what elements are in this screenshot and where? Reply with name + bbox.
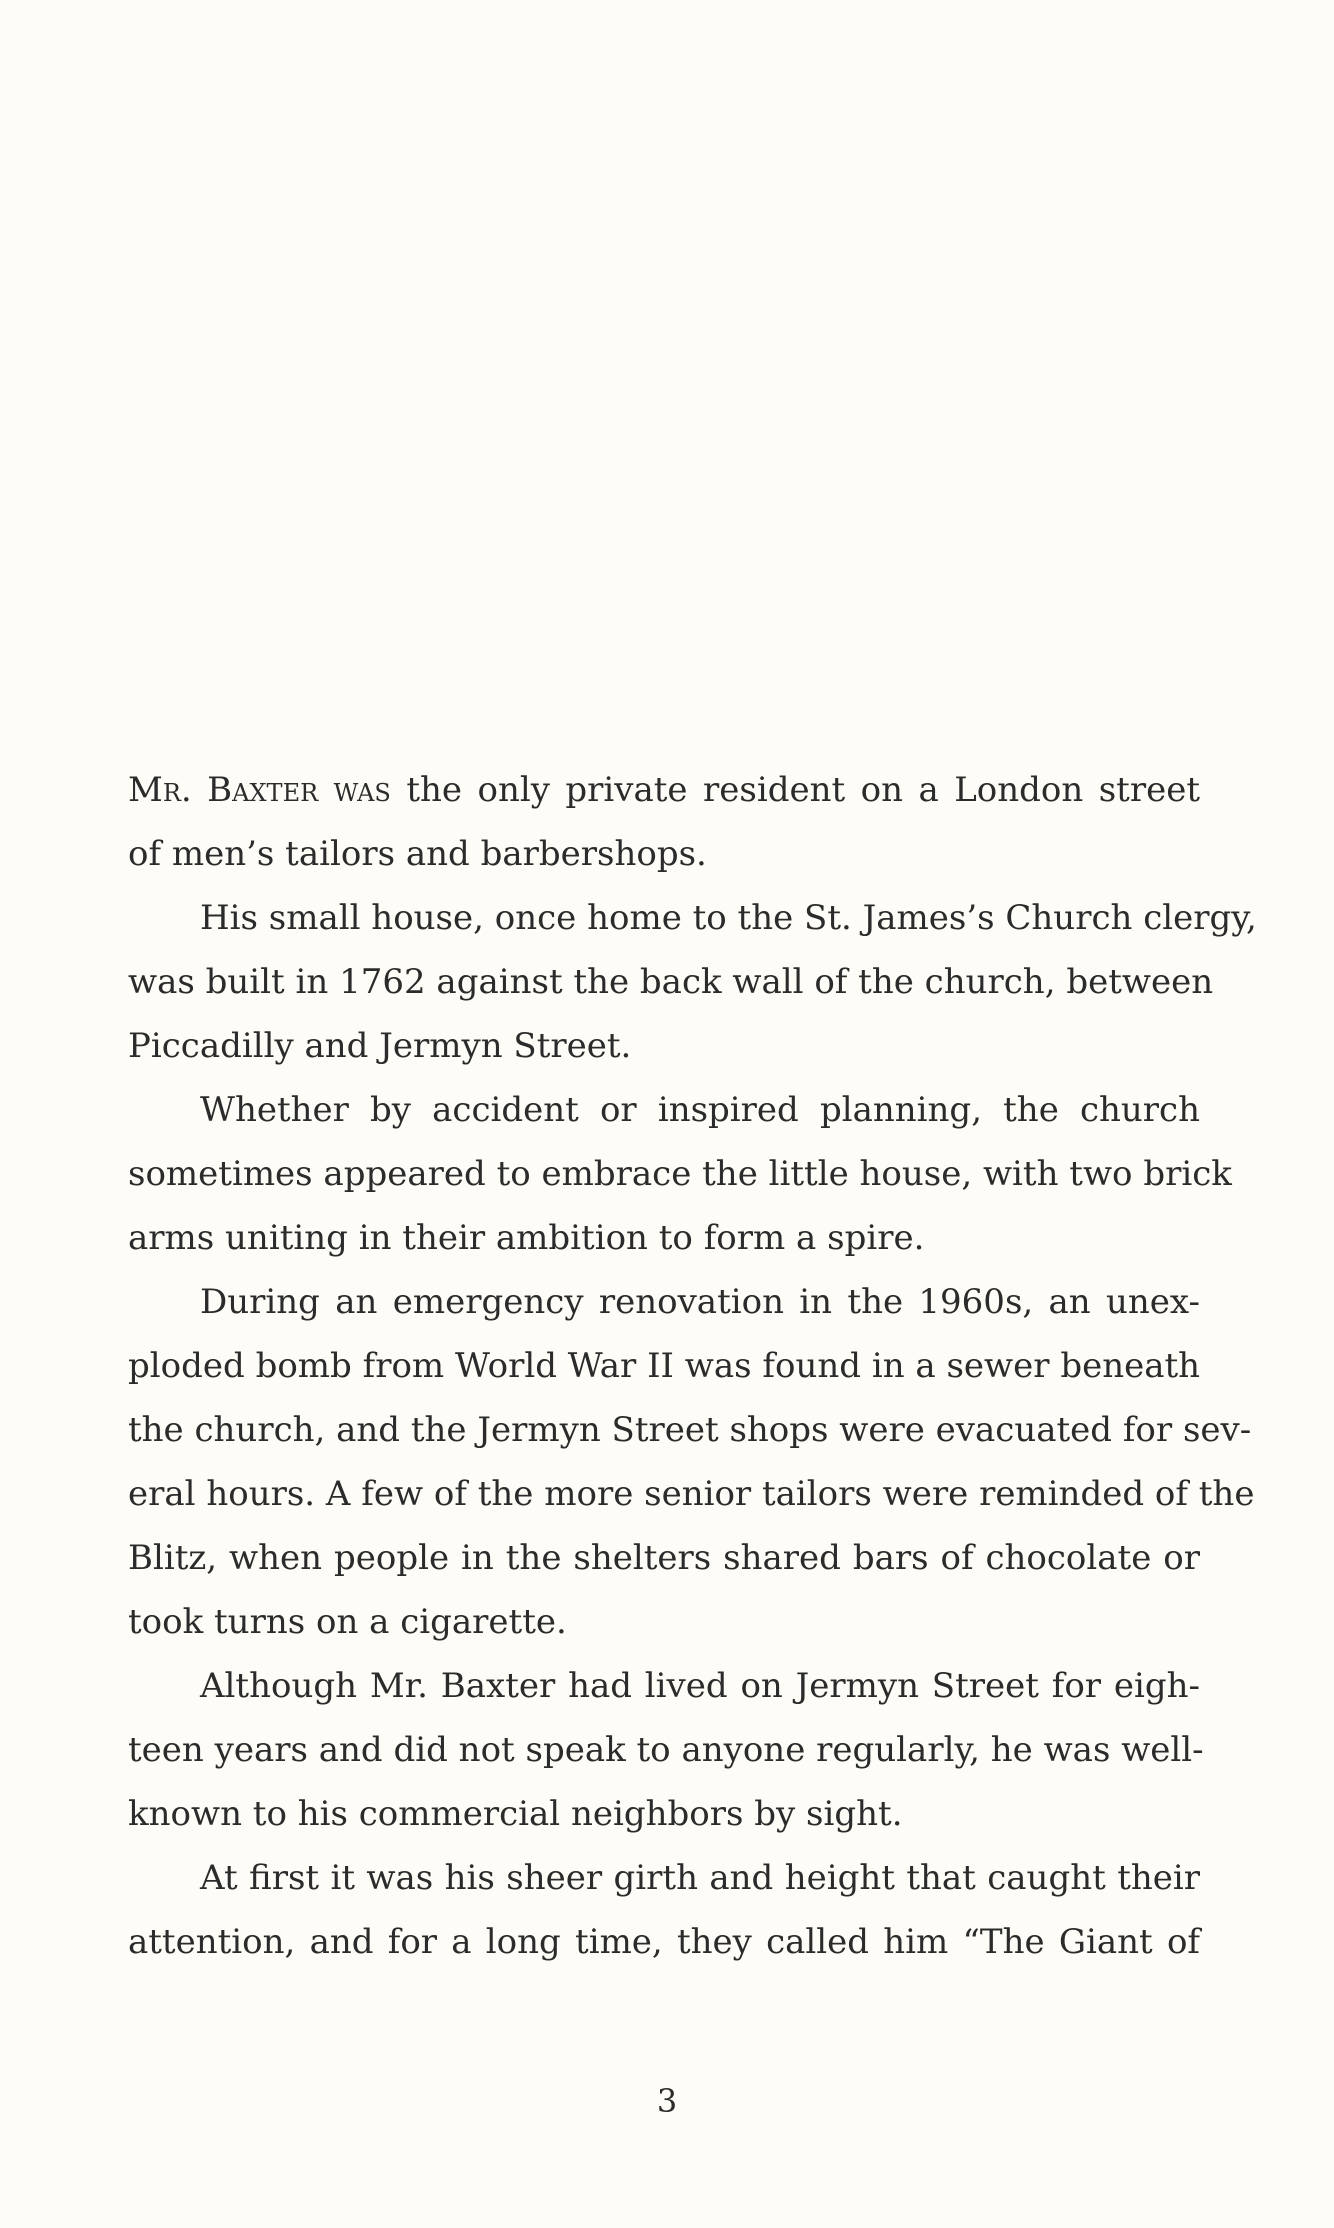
text-line: At first it was his sheer girth and height that caught their — [200, 1858, 1200, 1898]
text-line: was built in 1762 against the back wall of the church, between — [128, 962, 1214, 1002]
text-line: Although Mr. Baxter had lived on Jermyn Street for eigh- — [200, 1666, 1200, 1706]
text-line: Blitz, when people in the shelters shared bars of chocolate or — [128, 1538, 1200, 1578]
text-line: took turns on a cigarette. — [128, 1602, 567, 1642]
text-line: the church, and the Jermyn Street shops were evacuated for sev- — [128, 1410, 1252, 1450]
text-line: ploded bomb from World War II was found in a sewer beneath — [128, 1346, 1201, 1386]
text-line: sometimes appeared to embrace the little house, with two brick — [128, 1154, 1232, 1194]
text-line: His small house, once home to the St. James’s Church clergy, — [200, 898, 1257, 938]
text-line: known to his commercial neighbors by sight. — [128, 1794, 903, 1834]
page-number: 3 — [656, 2082, 678, 2120]
opening-small-caps: Mr. Baxter was — [128, 770, 391, 810]
text-line: teen years and did not speak to anyone regularly, he was well- — [128, 1730, 1204, 1770]
text-line: attention, and for a long time, they called him “The Giant of — [128, 1922, 1200, 1962]
text-line: arms uniting in their ambition to form a spire. — [128, 1218, 925, 1258]
text-line: During an emergency renovation in the 1960s, an unex- — [200, 1282, 1200, 1322]
text-line: eral hours. A few of the more senior tailors were reminded of the — [128, 1474, 1255, 1514]
text-line: Mr. Baxter was the only private resident on a London street — [128, 770, 1200, 810]
text-line: of men’s tailors and barbershops. — [128, 834, 707, 874]
text-line: Whether by accident or inspired planning, the church — [200, 1090, 1200, 1130]
text-line: Piccadilly and Jermyn Street. — [128, 1026, 632, 1066]
